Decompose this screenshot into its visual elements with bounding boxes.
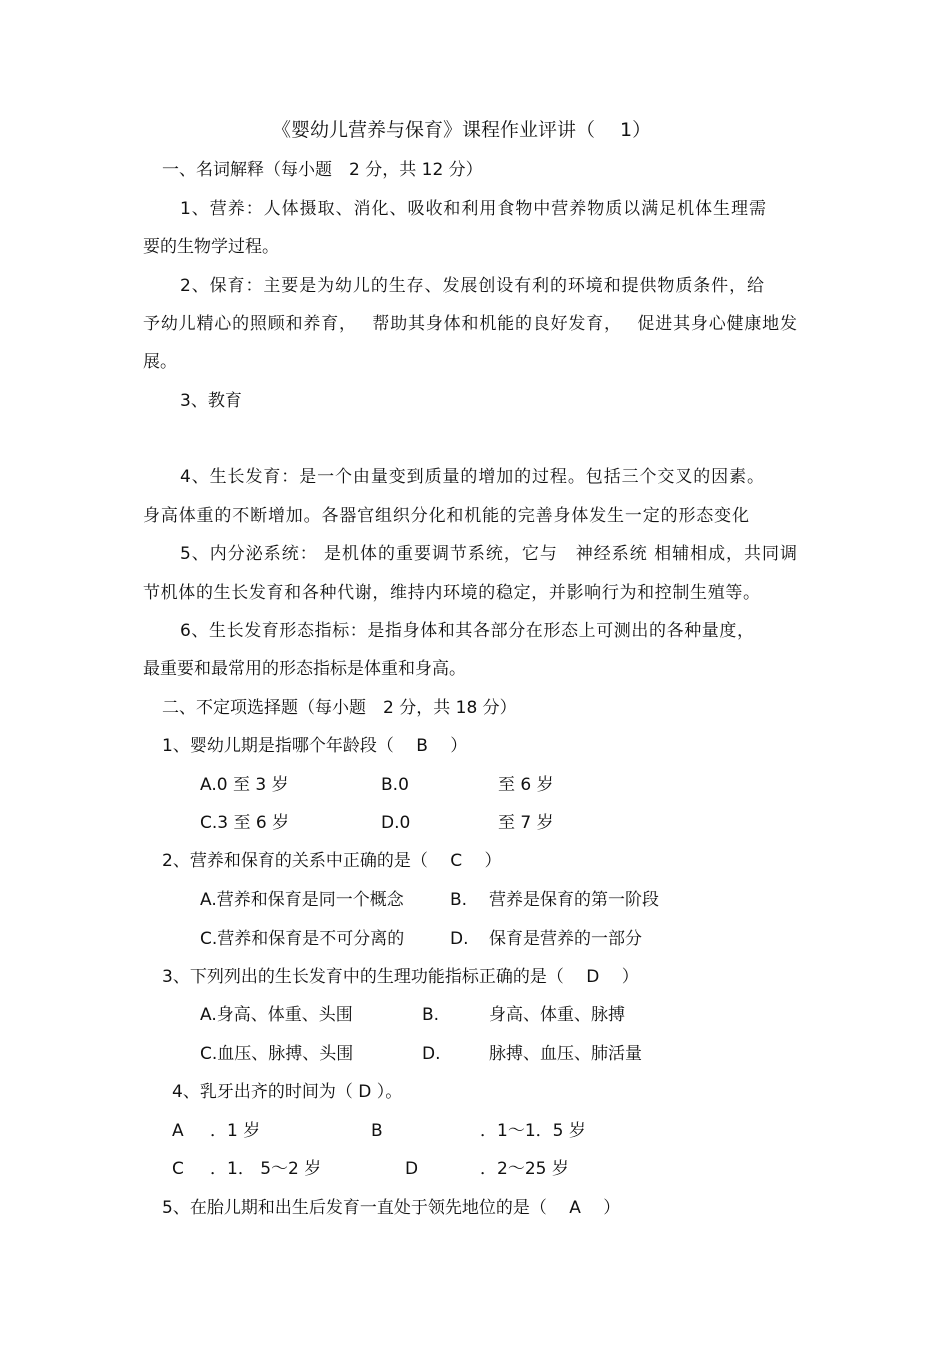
section1-heading: 一、名词解释（每小题 2 分，共 12 分） bbox=[162, 160, 483, 180]
question-1: 1、婴幼儿期是指哪个年龄段（ B ） bbox=[162, 736, 468, 756]
q4-option-c: C bbox=[172, 1159, 184, 1179]
question-4: 4、乳牙出齐的时间为（ D ）。 bbox=[172, 1082, 403, 1102]
term-item-5-line-1: 5、内分泌系统： 是机体的重要调节系统，它与 神经系统 相辅相成，共同调 bbox=[180, 544, 797, 564]
q2-option-c: C.营养和保育是不可分离的 bbox=[200, 929, 405, 949]
q3-option-d: D. bbox=[422, 1044, 441, 1064]
q1-option-a: A.0 至 3 岁 bbox=[200, 775, 289, 795]
q1-option-d: D.0 bbox=[381, 813, 411, 833]
term-item-6-line-1: 6、生长发育形态指标：是指身体和其各部分在形态上可测出的各种量度， bbox=[180, 621, 754, 641]
term-item-3-line-1: 3、教育 bbox=[180, 391, 242, 411]
q4-option-b-text: ．1～1．5 岁 bbox=[480, 1121, 586, 1141]
q4-option-a: A bbox=[172, 1121, 184, 1141]
q1-option-b-text: 至 6 岁 bbox=[498, 775, 554, 795]
term-item-4-line-2: 身高体重的不断增加。各器官组织分化和机能的完善身体发生一定的形态变化 bbox=[143, 506, 749, 526]
q1-option-d-text: 至 7 岁 bbox=[498, 813, 554, 833]
term-item-2-line-2: 予幼儿精心的照顾和养育， 帮助其身体和机能的良好发育， 促进其身心健康地发 bbox=[143, 314, 797, 334]
q1-option-b: B.0 bbox=[381, 775, 409, 795]
q3-option-b-text: 身高、体重、脉搏 bbox=[489, 1005, 625, 1025]
q4-option-b: B bbox=[371, 1121, 383, 1141]
q4-option-a-text: ．1 岁 bbox=[210, 1121, 261, 1141]
q3-option-a: A.身高、体重、头围 bbox=[200, 1005, 353, 1025]
term-item-2-line-1: 2、保育：主要是为幼儿的生存、发展创设有利的环境和提供物质条件，给 bbox=[180, 276, 764, 296]
q4-option-d-text: ．2～25 岁 bbox=[480, 1159, 569, 1179]
q2-option-b: B. bbox=[450, 890, 468, 910]
q3-option-d-text: 脉搏、血压、肺活量 bbox=[489, 1044, 642, 1064]
term-item-1-line-1: 1、营养：人体摄取、消化、吸收和利用食物中营养物质以满足机体生理需 bbox=[180, 199, 766, 219]
document-title: 《婴幼儿营养与保育》课程作业评讲（ 1） bbox=[272, 119, 652, 141]
term-item-4-line-1: 4、生长发育：是一个由量变到质量的增加的过程。包括三个交叉的因素。 bbox=[180, 467, 764, 487]
q4-option-c-text: ．1． 5～2 岁 bbox=[210, 1159, 322, 1179]
term-item-1-line-2: 要的生物学过程。 bbox=[143, 237, 279, 257]
question-3: 3、下列列出的生长发育中的生理功能指标正确的是（ D ） bbox=[162, 967, 639, 987]
q4-option-d: D bbox=[405, 1159, 419, 1179]
term-item-2-line-3: 展。 bbox=[143, 352, 177, 372]
q2-option-a: A.营养和保育是同一个概念 bbox=[200, 890, 404, 910]
q2-option-d-text: 保育是营养的一部分 bbox=[489, 929, 642, 949]
term-item-6-line-2: 最重要和最常用的形态指标是体重和身高。 bbox=[143, 659, 466, 679]
q3-option-b: B. bbox=[422, 1005, 440, 1025]
section2-heading: 二、不定项选择题（每小题 2 分，共 18 分） bbox=[162, 698, 517, 718]
question-2: 2、营养和保育的关系中正确的是（ C ） bbox=[162, 851, 502, 871]
q2-option-b-text: 营养是保育的第一阶段 bbox=[489, 890, 659, 910]
q2-option-d: D. bbox=[450, 929, 469, 949]
q1-option-c: C.3 至 6 岁 bbox=[200, 813, 290, 833]
q3-option-c: C.血压、脉搏、头围 bbox=[200, 1044, 354, 1064]
term-item-5-line-2: 节机体的生长发育和各种代谢，维持内环境的稳定，并影响行为和控制生殖等。 bbox=[143, 583, 760, 603]
question-5: 5、在胎儿期和出生后发育一直处于领先地位的是（ A ） bbox=[162, 1198, 621, 1218]
